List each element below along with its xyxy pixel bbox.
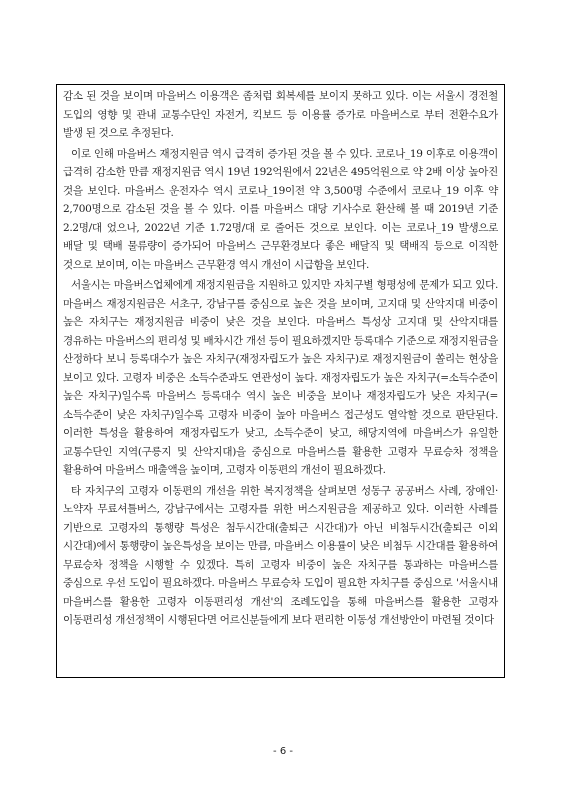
paragraph-2: 이로 인해 마을버스 재정지원금 역시 급격히 증가된 것을 볼 수 있다. 코로나_19 이후로 이용객이 급격히 감소한 만큼 재정지원금 역시 19년 192억원에서 22년은 495억원으로 약 2배 이상 높아진 것을 보인다. 마을버스 운전자수 역시 코로나_19이전 약 3,500명 수준에서 코로나_19 이후 약 2,700명으로 감소된 것을 볼 수 있다. 이를 마을버스 대당 기사수로 환산해 볼 때 2019년 기준 2.2명/대 었으나, 2022년 기준 1.72명/대 로 줄어든 것으로 보인다. 이는 코로나_19 발생으로 배달 및 택배 물류량이 증가되어 마을버스 근무환경보다 좋은 배달직 및 택배직 등으로 이직한 것으로 보이며, 이는 마을버스 근무환경 역시 개선이 시급함을 보인다. xyxy=(63,147,498,271)
paragraph-1: 감소 된 것을 보이며 마을버스 이용객은 좀처럼 회복세를 보이지 못하고 있다. 이는 서울시 경전철 도입의 영향 및 관내 교통수단인 자전거, 킥보드 등 이용률 증가로 마을버스로 부터 전환수요가 발생 된 것으로 추정된다. xyxy=(63,90,498,139)
content-box xyxy=(56,84,505,678)
paragraph-4: 타 자치구의 고령자 이동편의 개선을 위한 복지정책을 살펴보면 성동구 공공버스 사례, 장애인·노약자 무료셔틀버스, 강남구에서는 고령자를 위한 버스지원금을 제공하고 있다. 이러한 사례를 기반으로 고령자의 통행량 특성은 첨두시간대(출퇴근 시간대)가 아닌 비첨두시간(출퇴근 이외 시간대)에서 통행량이 높은특성을 보이는 만큼, 마을버스 이용률이 낮은 비첨두 시간대를 활용하여 무료승차 정책을 시행할 수 있겠다. 특히 고령자 비중이 높은 자치구를 통과하는 마을버스를 중심으로 우선 도입이 필요하겠다. 마을버스 무료승차 도입이 필요한 자치구를 중심으로 '서울시내 마을버스를 활용한 고령자 이동편리성 개선'의 조례도입을 통해 마을버스를 활용한 고령자 이동편리성 개선정책이 시행된다면 어르신분들에게 보다 편리한 이동성 개선방안이 마련될 것이다 xyxy=(63,484,498,626)
paragraph-3: 서울시는 마을버스업체에게 재정지원금을 지원하고 있지만 자치구별 형평성에 문제가 되고 있다. 마을버스 재정지원금은 서초구, 강남구를 중심으로 높은 것을 보이며, 고지대 및 산악지대 비중이 높은 자치구는 재정지원금 비중이 낮은 것을 보인다. 마을버스 특성상 고지대 및 산악지대를 경유하는 마을버스의 편리성 및 배차시간 개선 등이 필요하겠지만 등록대수 기준으로 재정지원금을 산정하다 보니 등록대수가 높은 자치구(재정자립도가 높은 자치구)로 재정지원금이 쏠리는 현상을 보이고 있다. 고령자 비중은 소득수준과도 연관성이 높다. 재정자립도가 높은 자치구(=소득수준이 높은 자치구)일수록 마을버스 등록대수 역시 높은 비중을 보이나 재정자립도가 낮은 자치구(=소득수준이 낮은 자치구)일수록 고령자 비중이 높아 마을버스 접근성도 열악할 것으로 판단된다. 이러한 특성을 활용하여 재정자립도가 낮고, 소득수준이 낮고, 해당지역에 마을버스가 유일한 교통수단인 지역(구릉지 및 산악지대)을 중심으로 마을버스를 활용한 고령자 무료승차 정책을 활용하여 마을버스 매출액을 높이며, 고령자 이동편의 개선이 필요하겠다. xyxy=(63,279,498,476)
page-number: - 6 - xyxy=(273,746,293,757)
